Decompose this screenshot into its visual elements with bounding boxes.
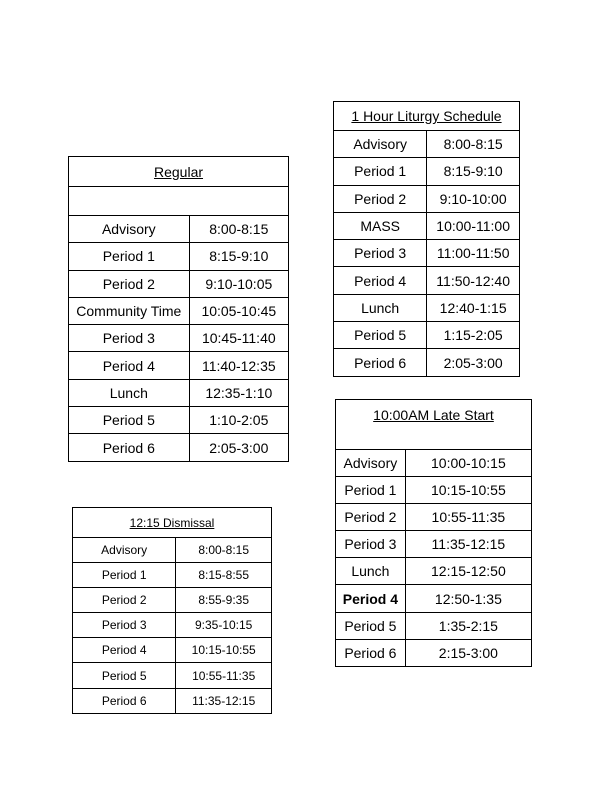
period-cell: Period 4 <box>73 638 176 663</box>
period-cell: Period 4 <box>334 267 427 294</box>
table-row <box>334 322 520 349</box>
period-cell: Period 6 <box>334 349 427 376</box>
period-cell: Period 5 <box>334 322 427 349</box>
period-cell: Period 3 <box>69 325 190 352</box>
liturgy-schedule-title: 1 Hour Liturgy Schedule <box>334 102 520 131</box>
time-cell: 1:15-2:05 <box>427 322 520 349</box>
period-cell: Period 4 <box>69 352 190 379</box>
time-cell: 9:35-10:15 <box>176 613 272 638</box>
table-row <box>334 158 520 185</box>
time-cell: 10:00-11:00 <box>427 212 520 239</box>
time-cell: 10:05-10:45 <box>189 297 288 324</box>
time-cell: 8:15-8:55 <box>176 563 272 588</box>
time-cell: 11:50-12:40 <box>427 267 520 294</box>
period-cell: Period 3 <box>73 613 176 638</box>
table-row <box>336 504 532 531</box>
table-row <box>334 349 520 376</box>
table-row <box>69 243 289 270</box>
time-cell: 8:15-9:10 <box>427 158 520 185</box>
table-row <box>69 325 289 352</box>
table-row <box>69 352 289 379</box>
period-cell: Period 6 <box>336 639 406 666</box>
dismissal-schedule-table <box>72 507 272 714</box>
regular-schedule-title: Regular <box>69 157 289 187</box>
table-row <box>73 663 272 688</box>
time-cell: 11:35-12:15 <box>405 531 531 558</box>
table-row <box>69 270 289 297</box>
time-cell: 9:10-10:00 <box>427 185 520 212</box>
period-cell: Period 2 <box>69 270 190 297</box>
table-row <box>73 588 272 613</box>
table-title-row <box>73 508 272 538</box>
period-cell: Period 6 <box>69 434 190 461</box>
table-row <box>69 379 289 406</box>
time-cell: 11:40-12:35 <box>189 352 288 379</box>
time-cell: 8:15-9:10 <box>189 243 288 270</box>
table-row <box>69 434 289 461</box>
time-cell: 2:05-3:00 <box>427 349 520 376</box>
table-row <box>336 477 532 504</box>
regular-schedule-table <box>68 156 289 462</box>
period-cell: Advisory <box>336 450 406 477</box>
period-cell: Period 5 <box>336 612 406 639</box>
table-row <box>69 297 289 324</box>
time-cell: 12:40-1:15 <box>427 294 520 321</box>
time-cell: 10:55-11:35 <box>176 663 272 688</box>
table-row <box>336 612 532 639</box>
period-cell: Period 2 <box>73 588 176 613</box>
period-cell: Advisory <box>69 216 190 243</box>
table-row <box>69 407 289 434</box>
table-row <box>73 688 272 713</box>
time-cell: 1:35-2:15 <box>405 612 531 639</box>
table-row <box>334 212 520 239</box>
blank-cell <box>69 187 289 216</box>
period-cell: Period 5 <box>73 663 176 688</box>
blank-row <box>69 187 289 216</box>
period-cell: Period 2 <box>334 185 427 212</box>
table-row <box>334 131 520 158</box>
period-cell: Advisory <box>73 538 176 563</box>
table-row <box>73 613 272 638</box>
time-cell: 8:00-8:15 <box>176 538 272 563</box>
table-row <box>334 267 520 294</box>
period-cell: Period 3 <box>334 240 427 267</box>
time-cell: 2:05-3:00 <box>189 434 288 461</box>
period-cell: Period 2 <box>336 504 406 531</box>
time-cell: 10:45-11:40 <box>189 325 288 352</box>
period-cell: Period 4 <box>336 585 406 612</box>
time-cell: 8:00-8:15 <box>189 216 288 243</box>
dismissal-schedule-title: 12:15 Dismissal <box>73 508 272 538</box>
liturgy-schedule-table <box>333 101 520 377</box>
time-cell: 12:35-1:10 <box>189 379 288 406</box>
table-title-row <box>334 102 520 131</box>
period-cell: Period 1 <box>73 563 176 588</box>
late-start-schedule-title: 10:00AM Late Start <box>336 400 532 450</box>
table-title-row <box>69 157 289 187</box>
table-row <box>336 531 532 558</box>
time-cell: 8:55-9:35 <box>176 588 272 613</box>
period-cell: MASS <box>334 212 427 239</box>
time-cell: 10:15-10:55 <box>405 477 531 504</box>
time-cell: 12:50-1:35 <box>405 585 531 612</box>
table-row <box>69 216 289 243</box>
table-row <box>334 240 520 267</box>
table-row <box>336 585 532 612</box>
time-cell: 9:10-10:05 <box>189 270 288 297</box>
period-cell: Lunch <box>334 294 427 321</box>
time-cell: 8:00-8:15 <box>427 131 520 158</box>
table-row <box>73 638 272 663</box>
late-start-schedule-table <box>335 399 532 667</box>
table-row <box>336 450 532 477</box>
time-cell: 1:10-2:05 <box>189 407 288 434</box>
period-cell: Advisory <box>334 131 427 158</box>
time-cell: 10:15-10:55 <box>176 638 272 663</box>
table-row <box>73 563 272 588</box>
time-cell: 10:55-11:35 <box>405 504 531 531</box>
time-cell: 11:00-11:50 <box>427 240 520 267</box>
period-cell: Lunch <box>69 379 190 406</box>
table-title-row <box>336 400 532 450</box>
table-row <box>334 185 520 212</box>
time-cell: 11:35-12:15 <box>176 688 272 713</box>
period-cell: Period 1 <box>336 477 406 504</box>
period-cell: Period 5 <box>69 407 190 434</box>
period-cell: Period 6 <box>73 688 176 713</box>
period-cell: Period 1 <box>69 243 190 270</box>
table-row <box>334 294 520 321</box>
period-cell: Period 1 <box>334 158 427 185</box>
time-cell: 2:15-3:00 <box>405 639 531 666</box>
time-cell: 10:00-10:15 <box>405 450 531 477</box>
period-cell: Period 3 <box>336 531 406 558</box>
period-cell: Community Time <box>69 297 190 324</box>
period-cell: Lunch <box>336 558 406 585</box>
table-row <box>73 538 272 563</box>
table-row <box>336 639 532 666</box>
time-cell: 12:15-12:50 <box>405 558 531 585</box>
table-row <box>336 558 532 585</box>
